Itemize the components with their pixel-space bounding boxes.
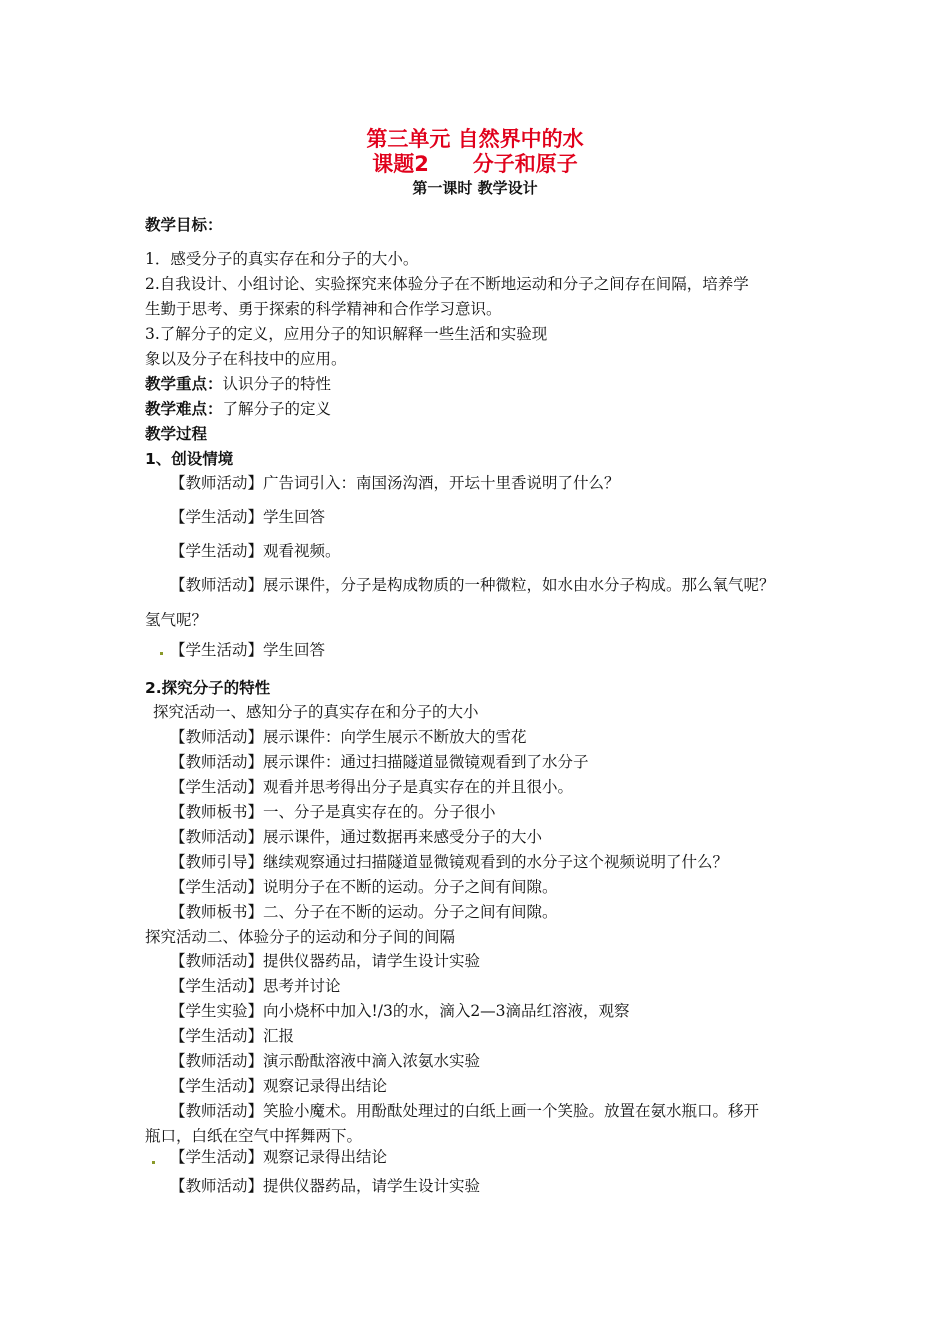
speck-mark bbox=[160, 652, 163, 655]
key-point bbox=[145, 374, 331, 394]
activity-line: 【学生实验】向小烧杯中加入!/3的水，滴入2—3滴品红溶液，观察 bbox=[170, 1002, 630, 1020]
activity-line: 【教师板书】一、分子是真实存在的。分子很小 bbox=[170, 803, 496, 821]
difficulty bbox=[145, 399, 331, 419]
activity-line: 【教师活动】提供仪器药品，请学生设计实验 bbox=[170, 952, 481, 970]
objective-item: 象以及分子在科技中的应用。 bbox=[145, 350, 347, 368]
activity-line: 氢气呢？ bbox=[145, 611, 208, 629]
activity-line: 瓶口，白纸在空气中挥舞两下。 bbox=[145, 1127, 363, 1145]
activity-line: 【学生活动】观察记录得出结论 bbox=[170, 1077, 388, 1095]
activity-line: 【教师活动】提供仪器药品，请学生设计实验 bbox=[170, 1177, 481, 1195]
inquiry-heading: 探究活动一、感知分子的真实存在和分子的大小 bbox=[153, 703, 479, 721]
objective-item: 1．感受分子的真实存在和分子的大小。 bbox=[145, 250, 419, 268]
activity-line: 【学生活动】学生回答 bbox=[170, 641, 326, 659]
objective-item: 生勤于思考、勇于探索的科学精神和合作学习意识。 bbox=[145, 300, 502, 318]
activity-line: 【教师活动】展示课件，通过数据再来感受分子的大小 bbox=[170, 828, 543, 846]
activity-line: 【学生活动】观看并思考得出分子是真实存在的并且很小。 bbox=[170, 778, 574, 796]
process-heading: 教学过程 bbox=[145, 425, 208, 443]
inquiry-heading: 探究活动二、体验分子的运动和分子间的间隔 bbox=[145, 928, 456, 946]
lesson-title: 课题2 分子和原子 bbox=[372, 152, 578, 176]
activity-line: 【学生活动】说明分子在不断的运动。分子之间有间隙。 bbox=[170, 878, 558, 896]
activity-line: 【教师活动】展示课件：通过扫描隧道显微镜观看到了水分子 bbox=[170, 753, 589, 771]
activity-line: 【学生活动】汇报 bbox=[170, 1027, 295, 1045]
activity-line: 【教师活动】广告词引入：南国汤沟酒，开坛十里香说明了什么？ bbox=[170, 474, 620, 492]
activity-line: 【学生活动】思考并讨论 bbox=[170, 977, 341, 995]
activity-line: 【教师活动】展示课件，分子是构成物质的一种微粒，如水由水分子构成。那么氧气呢？ bbox=[170, 576, 775, 594]
key-point-label: 教学重点： bbox=[145, 375, 223, 393]
unit-title: 第三单元 自然界中的水 bbox=[366, 127, 584, 151]
activity-line: 【教师活动】展示课件：向学生展示不断放大的雪花 bbox=[170, 728, 527, 746]
objective-item: 2.自我设计、小组讨论、实验探究来体验分子在不断地运动和分子之间存在间隔，培养学 bbox=[145, 275, 749, 293]
activity-line: 【教师活动】演示酚酞溶液中滴入浓氨水实验 bbox=[170, 1052, 481, 1070]
lesson-subtitle: 第一课时 教学设计 bbox=[412, 179, 538, 197]
activity-line: 【教师板书】二、分子在不断的运动。分子之间有间隙。 bbox=[170, 903, 558, 921]
objectives-heading: 教学目标： bbox=[145, 216, 223, 234]
key-point-text: 认识分子的特性 bbox=[222, 375, 332, 393]
activity-line: 【学生活动】观看视频。 bbox=[170, 542, 341, 560]
activity-line: 【教师引导】继续观察通过扫描隧道显微镜观看到的水分子这个视频说明了什么？ bbox=[170, 853, 729, 871]
difficulty-text: 了解分子的定义 bbox=[222, 400, 332, 418]
section2-heading: 2.探究分子的特性 bbox=[145, 679, 271, 697]
section1-heading: 1、创设情境 bbox=[145, 450, 234, 468]
activity-line: 【教师活动】笑脸小魔术。用酚酞处理过的白纸上画一个笑脸。放置在氨水瓶口。移开 bbox=[170, 1102, 760, 1120]
difficulty-label: 教学难点： bbox=[145, 400, 223, 418]
objective-item: 3.了解分子的定义，应用分子的知识解释一些生活和实验现 bbox=[145, 325, 548, 343]
activity-line: 【学生活动】观察记录得出结论 bbox=[170, 1148, 388, 1166]
activity-line: 【学生活动】学生回答 bbox=[170, 508, 326, 526]
speck-mark bbox=[152, 1161, 155, 1164]
